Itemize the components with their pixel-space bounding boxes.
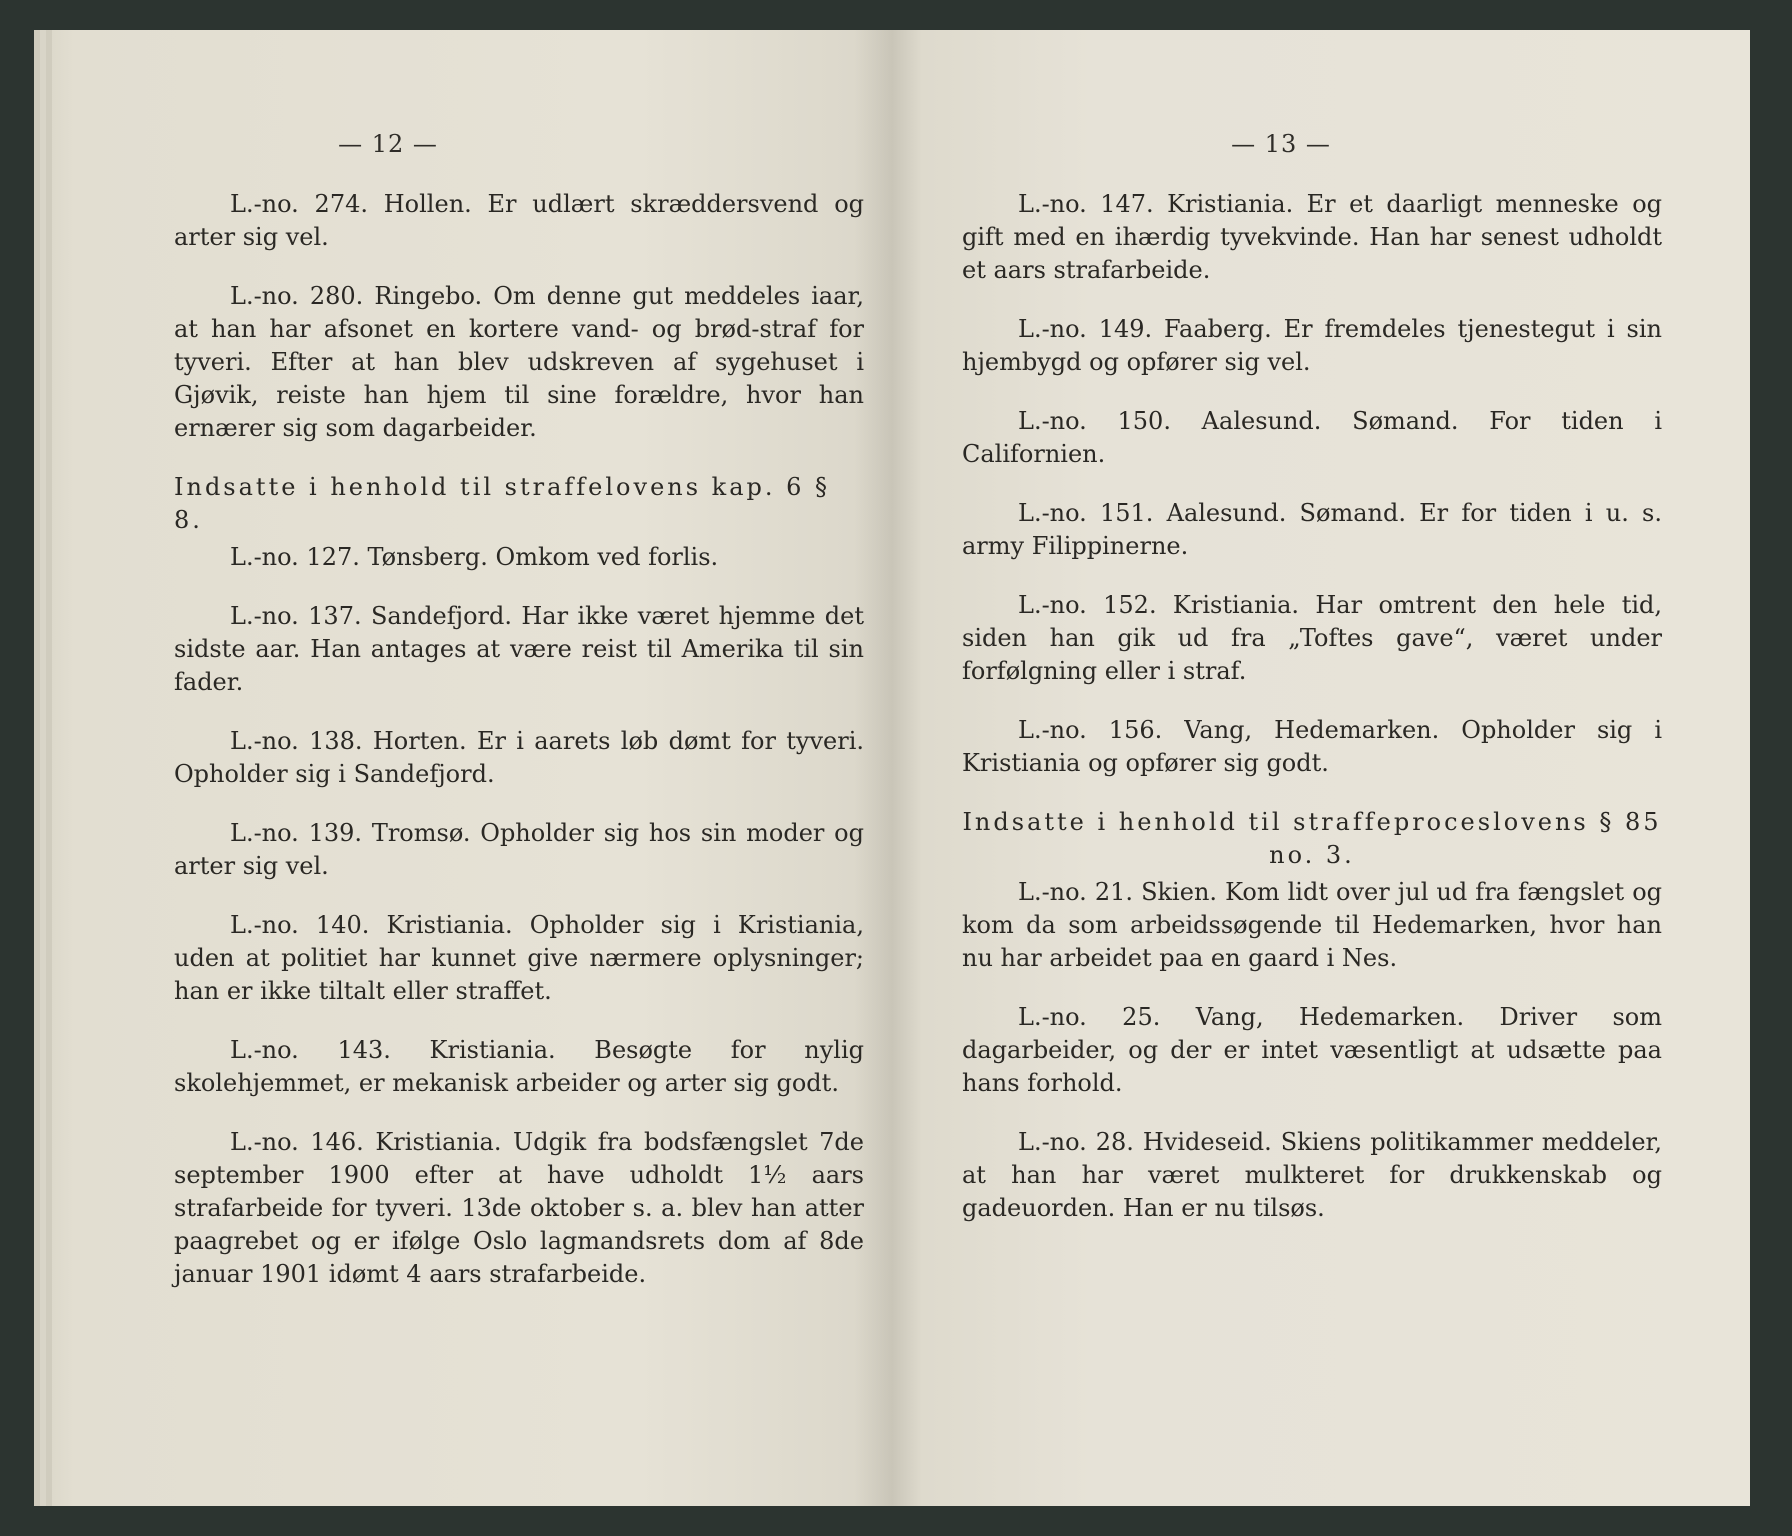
record-entry [962,589,1662,688]
record-entry [174,188,864,254]
record-entry-text: L.-no. 150. Aalesund. Sømand. For tiden i Californien. [962,407,1662,468]
record-entry [962,313,1662,379]
record-entry [962,497,1662,563]
record-entry [962,405,1662,471]
record-entry [962,1126,1662,1225]
record-entry [174,1034,864,1100]
record-entry [174,817,864,883]
record-entry [174,1126,864,1291]
record-entry-text: L.-no. 149. Faaberg. Er fremdeles tjenestegut i sin hjembygd og opfører sig vel. [962,315,1662,376]
record-entry-text: L.-no. 156. Vang, Hedemarken. Opholder sig i Kristiania og opfører sig godt. [962,716,1662,777]
record-entry [962,876,1662,975]
left-text-column [174,188,864,1317]
record-entry-text: L.-no. 28. Hvideseid. Skiens politikammer meddeler, at han har været mulkteret for drukkenskab og gadeuorden. Han er nu tilsøs. [962,1128,1662,1222]
record-entry-text: L.-no. 147. Kristiania. Er et daarligt menneske og gift med en ihærdig tyvekvinde. Han har senest udholdt et aars strafarbeide. [962,190,1662,284]
page-number-left: — 12 — [338,130,438,158]
record-entry-text: L.-no. 151. Aalesund. Sømand. Er for tiden i u. s. army Filippinerne. [962,499,1662,560]
section-heading: Indsatte i henhold til straffeproceslovens § 85 no. 3. [962,808,1662,869]
record-entry-text: L.-no. 143. Kristiania. Besøgte for nylig skolehjemmet, er mekanisk arbeider og arter sig godt. [174,1036,864,1097]
record-entry [962,714,1662,780]
right-page [892,30,1750,1506]
record-entry-text: L.-no. 21. Skien. Kom lidt over jul ud fra fængslet og kom da som arbeidssøgende til Hedemarken, hvor han nu har arbeidet paa en gaard i Nes. [962,878,1662,972]
record-entry-text: L.-no. 274. Hollen. Er udlært skræddersvend og arter sig vel. [174,190,864,251]
record-entry [174,600,864,699]
record-entry-text: L.-no. 137. Sandefjord. Har ikke været hjemme det sidste aar. Han antages at være reist til Amerika til sin fader. [174,602,864,696]
record-entry-text: L.-no. 146. Kristiania. Udgik fra bodsfængslet 7de september 1900 efter at have udholdt 1½ aars strafarbeide for tyveri. 13de oktober s. a. blev han atter paagrebet og er ifølge Oslo lagmandsrets dom af 8de januar 1901 idømt 4 aars strafarbeide. [174,1128,864,1288]
record-entry-text: L.-no. 138. Horten. Er i aarets løb dømt for tyveri. Opholder sig i Sandefjord. [174,727,864,788]
open-book [34,30,1750,1506]
record-entry [174,725,864,791]
record-entry [962,188,1662,287]
left-page [34,30,892,1506]
record-entry-text: L.-no. 140. Kristiania. Opholder sig i Kristiania, uden at politiet har kunnet give nærmere oplysninger; han er ikke tiltalt eller straffet. [174,911,864,1005]
record-entry-text: L.-no. 152. Kristiania. Har omtrent den hele tid, siden han gik ud fra „Toftes gave“, været under forfølgning eller i straf. [962,591,1662,685]
right-text-column [962,188,1662,1251]
section-heading: Indsatte i henhold til straffelovens kap. 6 § 8. [174,473,831,534]
record-entry-text: L.-no. 127. Tønsberg. Omkom ved forlis. [230,543,719,571]
record-entry [174,280,864,445]
page-number-right: — 13 — [1231,130,1331,158]
record-entry-text: L.-no. 280. Ringebo. Om denne gut meddeles iaar, at han har afsonet en kortere vand- og brød-straf for tyveri. Efter at han blev udskreven af sygehuset i Gjøvik, reiste han hjem til sine forældre, hvor han ernærer sig som dagarbeider. [174,282,864,442]
record-entry-text: L.-no. 25. Vang, Hedemarken. Driver som dagarbeider, og der er intet væsentligt at udsætte paa hans forhold. [962,1003,1662,1097]
record-entry [174,541,864,574]
record-entry [174,909,864,1008]
record-entry-text: L.-no. 139. Tromsø. Opholder sig hos sin moder og arter sig vel. [174,819,864,880]
record-entry [962,1001,1662,1100]
